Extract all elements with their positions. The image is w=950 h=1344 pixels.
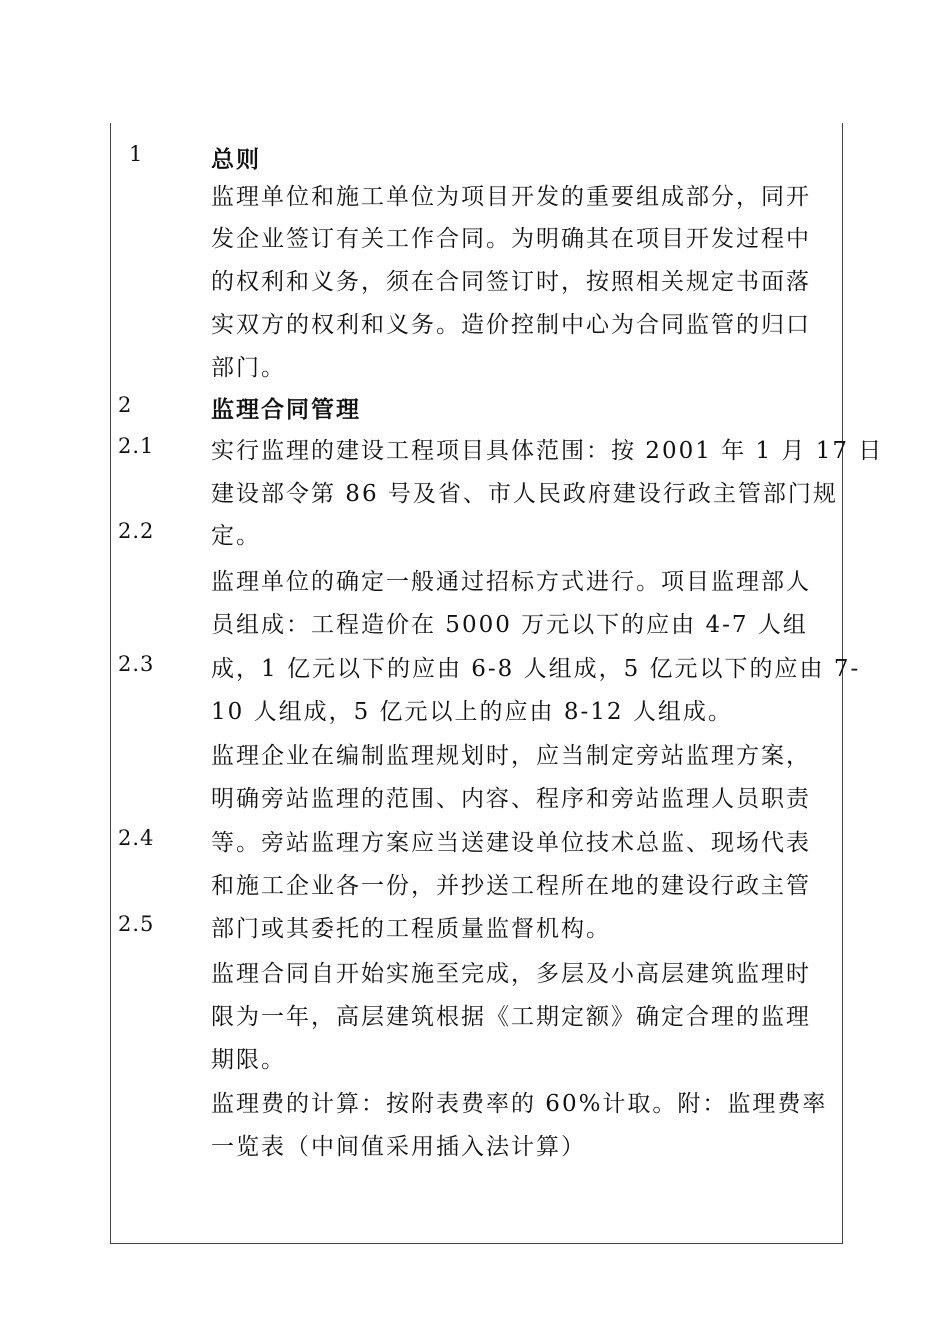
text-line: 明确旁站监理的范围、内容、程序和旁站监理人员职责	[211, 786, 811, 812]
section-number-2: 2	[118, 393, 133, 417]
text-line: 等。旁站监理方案应当送建设单位技术总监、现场代表	[211, 830, 811, 856]
text-line: 发企业签订有关工作合同。为明确其在项目开发过程中	[211, 226, 811, 252]
text-line: 定。	[211, 523, 261, 549]
heading-supervision-contract: 监理合同管理	[211, 396, 361, 423]
text-line: 监理合同自开始实施至完成，多层及小高层建筑监理时	[211, 961, 811, 987]
text-line: 的权利和义务，须在合同签订时，按照相关规定书面落	[211, 269, 811, 295]
text-line: 和施工企业各一份，并抄送工程所在地的建设行政主管	[211, 873, 811, 899]
text-line: 监理费的计算：按附表费率的 60%计取。附：监理费率	[211, 1091, 828, 1117]
text-line: 一览表（中间值采用插入法计算）	[211, 1134, 586, 1160]
text-line: 部门或其委托的工程质量监督机构。	[211, 916, 611, 942]
text-line: 监理单位的确定一般通过招标方式进行。项目监理部人	[211, 569, 811, 595]
section-number-2-5: 2.5	[118, 912, 155, 936]
heading-general: 总则	[211, 146, 261, 173]
text-line: 建设部令第 86 号及省、市人民政府建设行政主管部门规	[211, 481, 838, 507]
section-number-2-1: 2.1	[118, 434, 155, 458]
text-line: 实双方的权利和义务。造价控制中心为合同监管的归口	[211, 312, 811, 338]
section-number-1: 1	[129, 142, 144, 166]
text-line: 10 人组成，5 亿元以上的应由 8-12 人组成。	[211, 699, 733, 725]
text-line: 限为一年，高层建筑根据《工期定额》确定合理的监理	[211, 1004, 811, 1030]
text-line: 实行监理的建设工程项目具体范围：按 2001 年 1 月 17 日	[211, 438, 884, 464]
text-line: 部门。	[211, 355, 286, 381]
text-line: 成，1 亿元以下的应由 6-8 人组成，5 亿元以下的应由 7-	[211, 656, 861, 682]
section-number-2-3: 2.3	[118, 652, 155, 676]
section-number-2-2: 2.2	[118, 519, 155, 543]
text-line: 监理企业在编制监理规划时，应当制定旁站监理方案，	[211, 743, 811, 769]
text-line: 期限。	[211, 1047, 286, 1073]
section-number-2-4: 2.4	[118, 826, 155, 850]
text-line: 监理单位和施工单位为项目开发的重要组成部分，同开	[211, 184, 811, 210]
text-line: 员组成：工程造价在 5000 万元以下的应由 4-7 人组	[211, 612, 808, 638]
